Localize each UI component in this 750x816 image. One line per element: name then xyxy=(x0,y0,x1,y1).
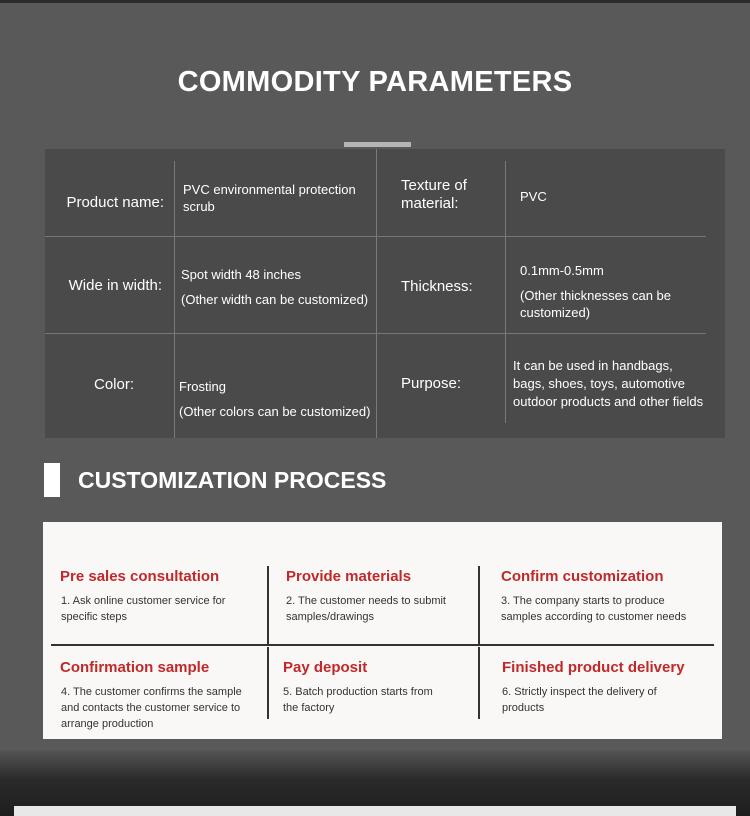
desc-line: products xyxy=(502,702,545,714)
row-separator xyxy=(51,644,714,646)
label-wide-in-width: Wide in width: xyxy=(68,277,162,294)
step-title: Confirm customization xyxy=(501,568,664,585)
value-line: Spot width 48 inches xyxy=(181,267,301,282)
desc-line: arrange production xyxy=(61,718,154,730)
value-line: (Other width can be customized) xyxy=(181,292,369,307)
desc-line: 5. Batch production starts from xyxy=(283,686,433,698)
step-title: Pre sales consultation xyxy=(60,568,220,585)
step-divider xyxy=(478,566,480,644)
desc-line: samples/drawings xyxy=(286,611,375,623)
process-card xyxy=(43,522,722,739)
step-divider xyxy=(267,566,269,644)
desc-line: 1. Ask online customer service for xyxy=(61,595,226,607)
value-line: 0.1mm-0.5mm xyxy=(520,263,604,278)
value-line: It can be used in handbags, xyxy=(513,358,673,373)
value-line: customized) xyxy=(520,305,591,320)
step-title: Finished product delivery xyxy=(502,659,685,676)
step-title: Confirmation sample xyxy=(60,659,210,676)
step-title: Provide materials xyxy=(286,568,412,585)
step-title: Pay deposit xyxy=(283,659,368,676)
label-thickness: Thickness: xyxy=(401,278,473,295)
step-description xyxy=(502,684,712,716)
value-line: (Other thicknesses can be xyxy=(520,288,672,303)
footer-strip xyxy=(14,806,736,816)
step-divider xyxy=(267,647,269,719)
section-title: CUSTOMIZATION PROCESS xyxy=(78,467,387,493)
step-description xyxy=(61,593,261,625)
top-border xyxy=(0,0,750,3)
label-product-name: Product name: xyxy=(66,193,164,211)
desc-line: 3. The company starts to produce xyxy=(501,595,665,607)
step-description xyxy=(61,684,266,732)
value-thickness xyxy=(520,262,720,321)
desc-line: and contacts the customer service to xyxy=(61,702,241,714)
value-line: outdoor products and other fields xyxy=(513,394,704,409)
value-line: bags, shoes, toys, automotive xyxy=(513,376,685,391)
label-line: material: xyxy=(401,195,459,212)
label-texture-of-material xyxy=(401,177,511,213)
value-purpose xyxy=(513,357,723,411)
step-description xyxy=(501,593,716,625)
desc-line: specific steps xyxy=(61,611,128,623)
step-description xyxy=(283,684,473,716)
label-line: Texture of xyxy=(401,177,467,194)
desc-line: the factory xyxy=(283,702,335,714)
column-divider xyxy=(174,161,175,438)
value-product-name xyxy=(183,181,378,215)
value-width xyxy=(181,262,379,312)
section-marker xyxy=(44,463,60,497)
page-title: COMMODITY PARAMETERS xyxy=(177,66,573,98)
desc-line: samples according to customer needs xyxy=(501,611,687,623)
desc-line: 2. The customer needs to submit xyxy=(286,595,446,607)
value-line: PVC xyxy=(520,189,547,204)
value-line: scrub xyxy=(183,199,215,214)
desc-line: 4. The customer confirms the sample xyxy=(61,686,242,698)
value-line: PVC environmental protection xyxy=(183,182,356,197)
value-texture-of-material xyxy=(520,188,720,205)
value-line: Frosting xyxy=(179,379,226,394)
label-purpose: Purpose: xyxy=(401,375,462,392)
step-description xyxy=(286,593,476,625)
desc-line: 6. Strictly inspect the delivery of xyxy=(502,686,657,698)
title-underline xyxy=(344,142,411,147)
step-divider xyxy=(478,647,480,719)
parameters-table xyxy=(45,149,725,438)
label-color: Color: xyxy=(93,376,134,393)
value-line: (Other colors can be customized) xyxy=(179,404,371,419)
value-color xyxy=(179,374,379,424)
